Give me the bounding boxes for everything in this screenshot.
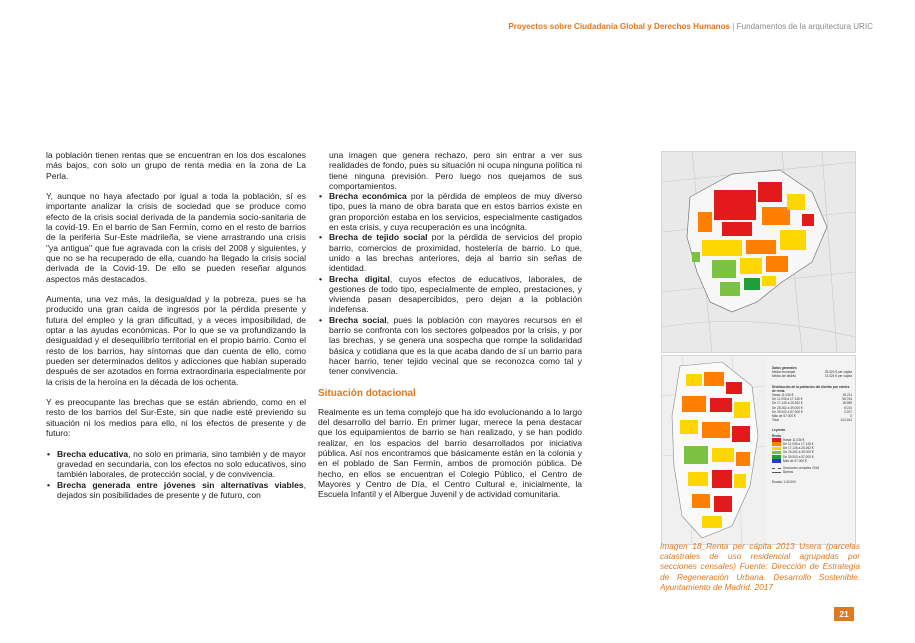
- legend-value: 25.323 € per cápita: [824, 370, 852, 375]
- bullet-text: , no solo en primaria, sino también y de mayor gravedad en secundaria, con los efectos no solo educativos, sino también laborales, de protección social, y de convivencia.: [57, 448, 306, 480]
- bullet-term: Brecha educativa: [57, 448, 129, 459]
- bullet-text: , cuyos efectos de educativos, laborales, de gestiones de todo tipo, especialmente de empleo, prestaciones, y vivienda pasan desapercibidos, pero dejan a la población indefensa.: [329, 273, 582, 315]
- paragraph: Realmente es un tema complejo que ha ido evolucionando a lo largo del desarrollo del barrio. En primer lugar, merece la pena destacar que los equipamientos de barrio se han realizado, y se han podido realizar, en los espacios del barrio desarrollados por iniciativa pública. Así nos encontramos que básicamente están en la colonia y en el poblado de San Fermín, ambos de promoción pública. De hecho, en ellos se encuentran el Colegio Público, el Centro de Mayores y Centro de Día, el Centro Cultural e, inicialmente, la Escuela Infantil y el Albergue Juvenil y de actividad comunitaria.: [318, 406, 582, 500]
- list-item: [46, 480, 306, 501]
- running-header: [508, 22, 873, 31]
- legend-label: De 11.036 a 17.145 €: [783, 442, 814, 447]
- legend-key: Más de 57.000 €: [772, 414, 796, 419]
- list-item: [46, 449, 306, 480]
- bullet-text: por la pérdida de empleos de muy diverso tipo, pues la mano de obra barata que en estos barrios existe en gran proporción estaba en los servicios, especialmente castigados en esta crisis, y cuya recuperación es una incógnita.: [329, 191, 583, 233]
- paragraph: Y, aunque no haya afectado por igual a toda la población, sí es importante analizar la crisis de sociedad que se produce como efecto de la crisis social derivada de la pandemia socio-sanitaria de la covid-19. En el barrio de San Fermín, como en el resto de barrios de la periferia Sur-Este madrileña, se viene arrastrando una crisis "ya antigua" que fue agravada con la crisis del 2008 y siguientes, y que no se ha recuperado de ella, cuando ha llegado la crisis social derivada de la Covid-19. De ello se pueden reseñar algunos aspectos más destacados.: [46, 191, 306, 284]
- legend-title: Datos generales: [772, 366, 797, 370]
- income-map-district-graphic: [662, 356, 766, 544]
- legend-key: De 25.262 a 39.000 €: [772, 405, 803, 410]
- legend-key: De 11.036 a 17.145 €: [772, 397, 803, 402]
- paragraph-continuation: una imagen que genera rechazo, pero sin entrar a ver sus realidades de fondo, pues su situación ni ocupa ninguna política ni tiene ninguna previsión. Pero luego nos quejamos de sus comportamientos.: [329, 150, 582, 191]
- legend-label: De 25.262 a 39.000 €: [783, 450, 814, 455]
- section-heading: Situación dotacional: [318, 387, 416, 399]
- legend-key: De 17.145 a 25.262 €: [772, 401, 803, 406]
- bullet-list: [46, 449, 306, 500]
- bullet-term: Brecha de tejido social: [329, 232, 428, 243]
- legend-value: 0: [850, 414, 852, 419]
- legend-key: Hasta 11.036 €: [772, 393, 794, 398]
- legend-label: De 39.000 a 57.000 €: [783, 454, 814, 459]
- legend-swatch: [772, 451, 781, 455]
- page-number: 21: [834, 607, 854, 621]
- legend-swatch: [772, 447, 781, 451]
- bullet-text: , dejados sin posibilidades de presente y de futuro, con: [57, 479, 306, 500]
- legend-value: 58.764: [842, 397, 852, 402]
- text-column-2: [318, 150, 582, 510]
- paragraph: Y es preocupante las brechas que se están abriendo, como en el resto de los barrios del Sur-Este, sin que nadie esté previendo su situación ni los medios para ello, ni los efectos de presente y de futuro:: [46, 397, 306, 439]
- legend-row: [772, 374, 852, 378]
- bullet-term: Brecha generada entre jóvenes sin alternativas viables: [57, 479, 304, 490]
- paragraph: la población tienen rentas que se encuentran en los dos escalones más bajos, con solo un grupo de renta media en la zona de La Perla.: [46, 150, 306, 181]
- legend-value: 2.207: [844, 409, 852, 414]
- legend-label: De 17.145 a 25.262 €: [783, 446, 814, 451]
- bullet-term: Brecha económica: [329, 191, 407, 202]
- legend-item: [772, 459, 852, 463]
- text-column-1: [46, 150, 306, 510]
- bullet-term: Brecha digital: [329, 273, 390, 284]
- legend-value: 18.989: [842, 401, 852, 406]
- map-image-district: [661, 355, 856, 545]
- list-item: [318, 274, 582, 315]
- map-image-detail: [661, 151, 856, 353]
- legend-key: Media del distrito: [772, 374, 797, 379]
- header-subtitle: Fundamentos de la arquitectura URIC: [736, 22, 873, 31]
- legend-title: Distribución de la población del distrito por niveles de renta: [772, 384, 850, 393]
- bullet-list: [318, 191, 582, 376]
- bullet-text: por la pérdida de servicios del propio barrio, comercios de proximidad, hostelería de barrio. Lo que, unido a las brechas anteriores, deja al barrio sin señas de identidad.: [329, 232, 582, 274]
- legend-label: Barrios: [783, 470, 794, 475]
- legend-value: 18.211: [842, 393, 852, 398]
- legend-value: 6.010: [844, 405, 852, 410]
- legend-row: [772, 418, 852, 422]
- legend-value: 104.181: [840, 418, 852, 423]
- bullet-term: Brecha social: [329, 314, 387, 325]
- legend-key: De 39.000 a 57.000 €: [772, 409, 803, 414]
- header-series: Proyectos sobre Ciudadanía Global y Derechos Humanos: [508, 22, 731, 31]
- legend-value: 13.424 € per cápita: [824, 374, 852, 379]
- legend-swatch: [772, 455, 781, 459]
- list-item: [318, 191, 582, 232]
- legend-key: Media municipal: [772, 370, 796, 375]
- legend-swatch: [772, 472, 781, 473]
- list-item: [318, 232, 582, 273]
- figure-caption: Imagen 18_Renta per cápita 2013 Usera (parcelas catastrales de uso residencial agrupadas por secciones censales) Fuente: Dirección de Estrategia de Regeneración Urbana. Desarrollo Sostenible. Ayuntamiento de Madrid. 2017: [660, 541, 860, 592]
- legend-label: Secciones censales 2016: [783, 466, 820, 471]
- legend-title: Leyenda: [772, 428, 785, 433]
- legend-key: Total: [772, 418, 779, 423]
- header-separator: |: [732, 22, 735, 31]
- list-item: [318, 315, 582, 377]
- legend-swatch: [772, 442, 781, 446]
- legend-subtitle: Renta: [772, 433, 781, 438]
- map-legend: [772, 366, 852, 485]
- legend-label: Más de 57.000 €: [783, 458, 807, 463]
- legend-label: Hasta 11.036 €: [783, 437, 805, 442]
- map-scale: Escala: 1:30.000: [772, 480, 796, 485]
- paragraph: Aumenta, una vez más, la desigualdad y la pobreza, pues se ha producido una gran caída de ingresos por la pérdida presente y futura del empleo y la gran dificultad, y a veces imposibilidad, de optar a las ayudas económicas. Por lo que se va profundizando la desigualdad y el desequilibrio territorial en el propio barrio. Como el resto de los barrios, hay síntomas que dan cuenta de ello, como pueden ser determinados delitos y adicciones que habían superado después de ser azotados en forma extraordinaria especialmente por la crisis de la heroína en la década de los ochenta.: [46, 294, 306, 387]
- legend-swatch: [772, 459, 781, 463]
- bullet-text: , pues la población con mayores recursos en el barrio se confronta con los sectores golpeados por la crisis, y por las brechas, y se genera una sospecha que rompe la solidaridad básica y cotidiana que es la que acaba dando de sí un barrio para hacer barrio, tener tejido vecinal que se reconozca como tal y tener convivencia.: [329, 314, 582, 377]
- legend-item: [772, 470, 852, 474]
- income-map-detail-graphic: [662, 152, 855, 352]
- legend-swatch: [772, 468, 781, 469]
- legend-swatch: [772, 438, 781, 442]
